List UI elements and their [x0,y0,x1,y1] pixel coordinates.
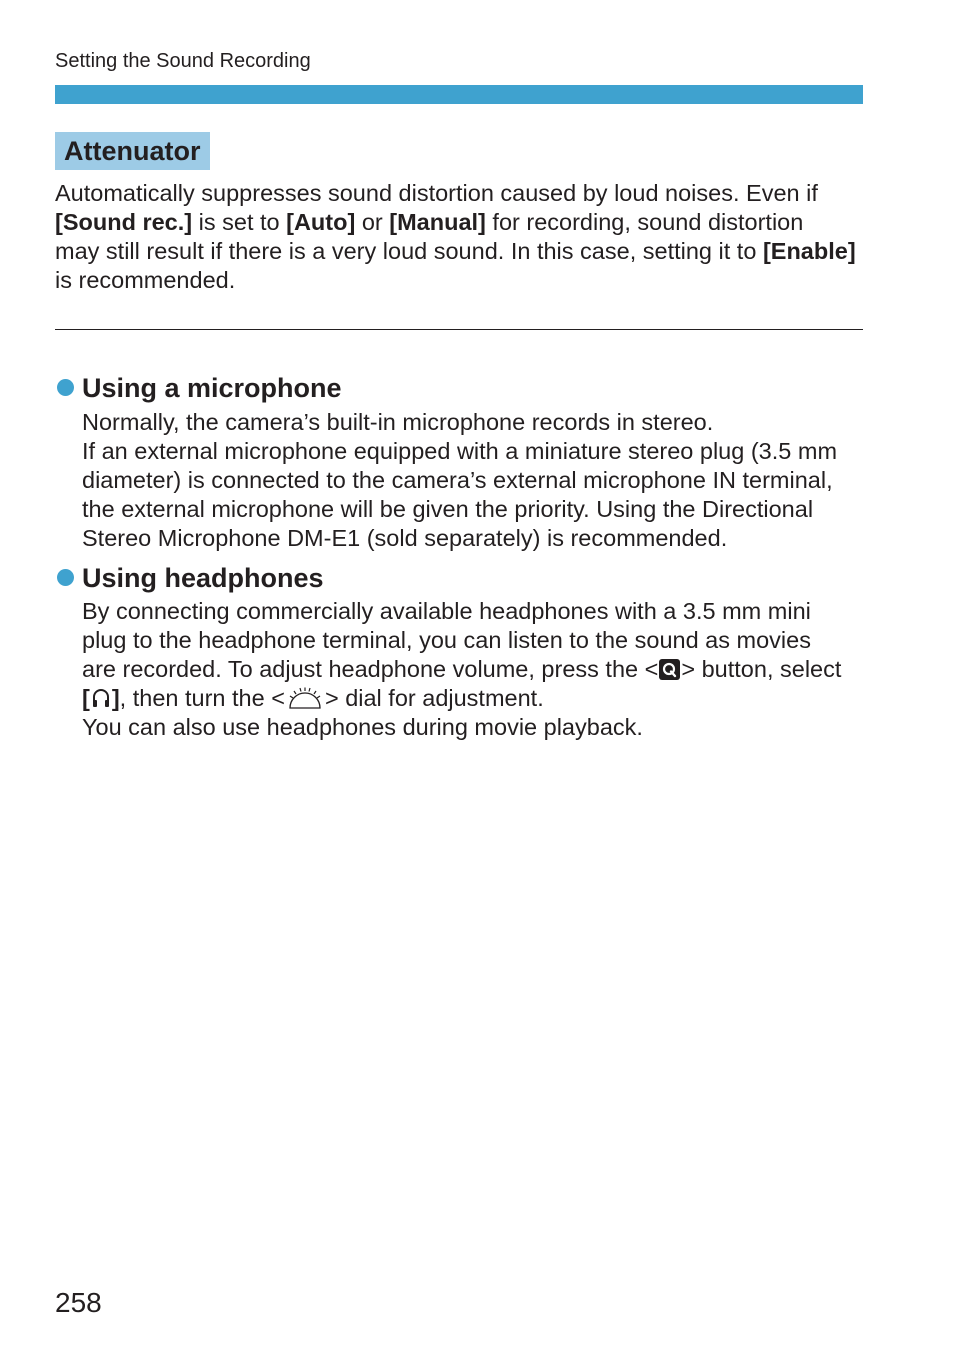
microphone-line: Normally, the camera’s built-in microphone records in stereo. [82,409,714,435]
headphones-line: are recorded. To adjust headphone volume, press the < > button, select [82,656,842,682]
header-bar [55,85,863,104]
topic-heading [55,371,885,405]
topic-title-headphones: Using headphones [82,563,324,593]
topic-headphones [55,561,885,742]
section-divider [55,329,863,330]
microphone-line: If an external microphone equipped with a miniature stereo plug (3.5 mm [82,438,838,464]
section-title-attenuator: Attenuator [55,132,210,170]
attenuator-line-2: [Sound rec.] is set to [Auto] or [Manual] for recording, sound distortion [55,209,804,235]
bullet-icon [57,569,74,586]
q-button-icon [659,659,680,680]
topic-heading [55,561,885,595]
topic-body-microphone [82,408,885,553]
main-dial-icon [286,686,324,710]
page-number: 258 [55,1287,102,1318]
headphones-line: By connecting commercially available headphones with a 3.5 mm mini [82,598,811,624]
topic-body-headphones [82,597,885,742]
attenuator-description [55,179,885,295]
headphones-line: plug to the headphone terminal, you can listen to the sound as movies [82,627,811,653]
attenuator-line-3: may still result if there is a very loud sound. In this case, setting it to [Enable] [55,238,856,264]
headphone-icon [91,687,111,709]
bullet-icon [57,379,74,396]
topic-title-microphone: Using a microphone [82,373,342,403]
microphone-line: diameter) is connected to the camera’s external microphone IN terminal, [82,467,833,493]
attenuator-line-1: Automatically suppresses sound distortion caused by loud noises. Even if [55,180,818,206]
headphones-line: [ ], then turn the < > dial for adjustment. [82,685,544,711]
microphone-line: the external microphone will be given the priority. Using the Directional [82,496,814,522]
sound-rec-setting: [Sound rec.] [55,209,193,235]
running-header: Setting the Sound Recording [55,50,311,72]
topic-microphone [55,371,885,553]
manual-setting: [Manual] [389,209,486,235]
headphones-line: You can also use headphones during movie playback. [82,714,643,740]
microphone-line: Stereo Microphone DM-E1 (sold separately) is recommended. [82,525,728,551]
auto-setting: [Auto] [286,209,356,235]
enable-setting: [Enable] [762,238,856,264]
attenuator-line-4: is recommended. [55,267,236,293]
